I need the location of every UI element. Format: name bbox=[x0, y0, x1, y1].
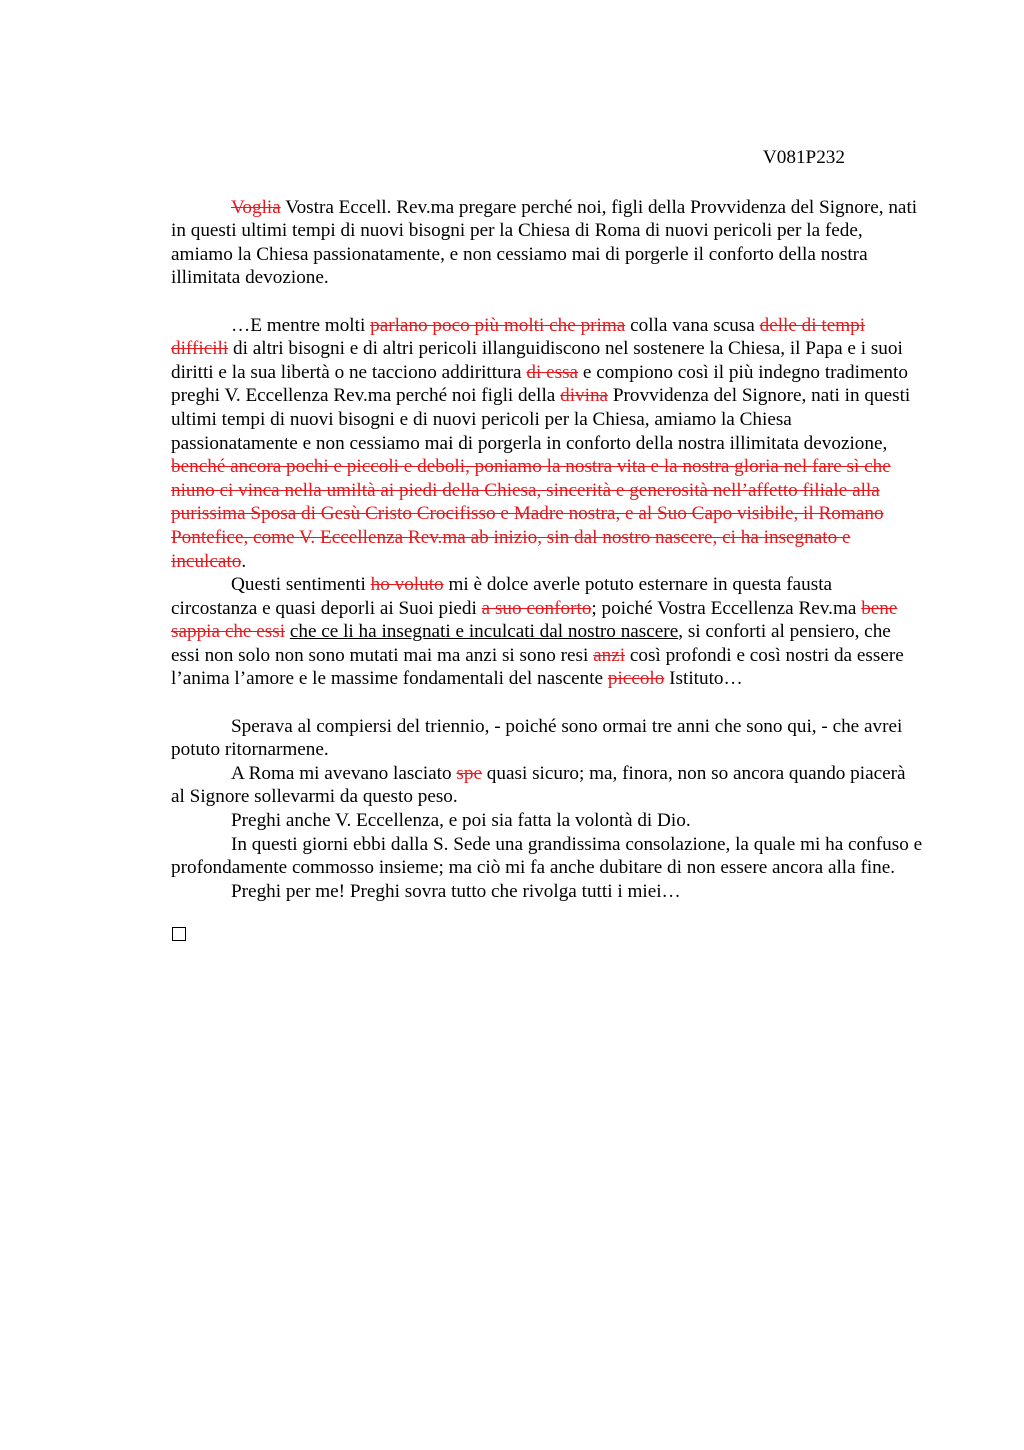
deleted-text: Voglia bbox=[231, 196, 281, 218]
underlined-text: che ce li ha insegnati e inculcati dal nostro nascere bbox=[289, 621, 679, 643]
paragraph bbox=[171, 573, 923, 691]
text-run: ; poiché Vostra Eccellenza Rev.ma bbox=[591, 597, 862, 619]
deleted-text: benché ancora pochi e piccoli e deboli, poniamo la nostra vita e la nostra gloria nel fare sì che niuno ci vinca nella umiltà ai piedi della Chiesa, sincerità e generosità nell’affetto filiale alla purissima Sposa di Gesù Cristo Crocifisso e Madre nostra, e al Suo Capo visibile, il Romano Pontefice, come V. Eccellenza Rev.ma ab inizio, sin dal nostro nascere, ci ha insegnato e inculcato bbox=[171, 456, 891, 572]
deleted-text: bene sappia che essi bbox=[171, 597, 898, 643]
paragraph bbox=[171, 880, 923, 904]
paragraph bbox=[171, 715, 923, 762]
deleted-text: anzi bbox=[593, 644, 626, 666]
text-run: mi è dolce averle potuto esternare in questa fausta circostanza e quasi deporli ai Suoi piedi bbox=[171, 574, 833, 619]
text-run: …E mentre molti bbox=[231, 314, 371, 336]
text-run: colla vana scusa bbox=[625, 314, 760, 336]
text-run: , si conforti al pensiero, che essi non solo non sono mutati mai ma anzi si sono resi bbox=[171, 621, 891, 666]
paragraph bbox=[171, 196, 923, 290]
paragraph-gap bbox=[171, 290, 923, 314]
text-run: Preghi anche V. Eccellenza, e poi sia fatta la volontà di Dio. bbox=[231, 810, 691, 832]
empty-square-icon bbox=[172, 927, 186, 941]
deleted-text: parlano poco più molti che prima bbox=[370, 314, 626, 336]
text-run: quasi sicuro; ma, finora, non so ancora quando piacerà al Signore sollevarmi da questo peso. bbox=[171, 762, 906, 808]
text-run: Vostra Eccell. Rev.ma pregare perché noi, figli della Provvidenza del Signore, nati in questi ultimi tempi di nuovi bisogni per la Chiesa di Roma di nuovi pericoli per la fede, amiamo la Chiesa passionatamente, e non cessiamo mai di porgerle il conforto della nostra illimitata devozione. bbox=[171, 196, 918, 289]
text-run: Sperava al compiersi del triennio, - poiché sono ormai tre anni che sono qui, - che avrei potuto ritornarmene. bbox=[171, 715, 903, 761]
text-run: A Roma mi avevano lasciato bbox=[231, 762, 457, 784]
document-page bbox=[171, 146, 923, 941]
text-run: Provvidenza del Signore, nati in questi ultimi tempi di nuovi bisogni e di nuovi pericoli per la Chiesa, amiamo la Chiesa passionatamente e non cessiamo mai di porgerla in conforto della nostra illimitata devozione, bbox=[171, 385, 911, 454]
paragraph bbox=[171, 809, 923, 833]
paragraph bbox=[171, 314, 923, 574]
paragraph bbox=[171, 762, 923, 809]
deleted-text: piccolo bbox=[607, 668, 665, 690]
deleted-text: a suo conforto bbox=[481, 597, 592, 619]
text-run: Preghi per me! Preghi sovra tutto che rivolga tutti i miei… bbox=[231, 880, 681, 902]
paragraph-gap bbox=[171, 691, 923, 715]
deleted-text: divina bbox=[560, 385, 609, 407]
document-reference-code: V081P232 bbox=[762, 147, 845, 168]
text-run: e compiono così il più indegno tradimento preghi V. Eccellenza Rev.ma perché noi figli della bbox=[171, 361, 908, 407]
text-run: Questi sentimenti bbox=[231, 574, 371, 596]
deleted-text: di essa bbox=[526, 361, 579, 383]
deleted-text: spe bbox=[456, 762, 482, 784]
text-run: In questi giorni ebbi dalla S. Sede una grandissima consolazione, la quale mi ha confuso e profondamente commosso insieme; ma ciò mi fa anche dubitare di non essere ancora alla fine. bbox=[171, 833, 923, 879]
deleted-text: delle di tempi difficili bbox=[171, 314, 866, 360]
text-run: . bbox=[241, 550, 247, 572]
text-run: di altri bisogni e di altri pericoli illanguidiscono nel sostenere la Chiesa, il Papa e i suoi diritti e la sua libertà o ne tacciono addirittura bbox=[171, 338, 903, 383]
deleted-text: ho voluto bbox=[370, 574, 444, 596]
paragraph bbox=[171, 833, 923, 880]
text-run: Istituto… bbox=[664, 668, 743, 690]
text-run: così profondi e così nostri da essere l’anima l’amore e le massime fondamentali del nascente bbox=[171, 644, 904, 690]
